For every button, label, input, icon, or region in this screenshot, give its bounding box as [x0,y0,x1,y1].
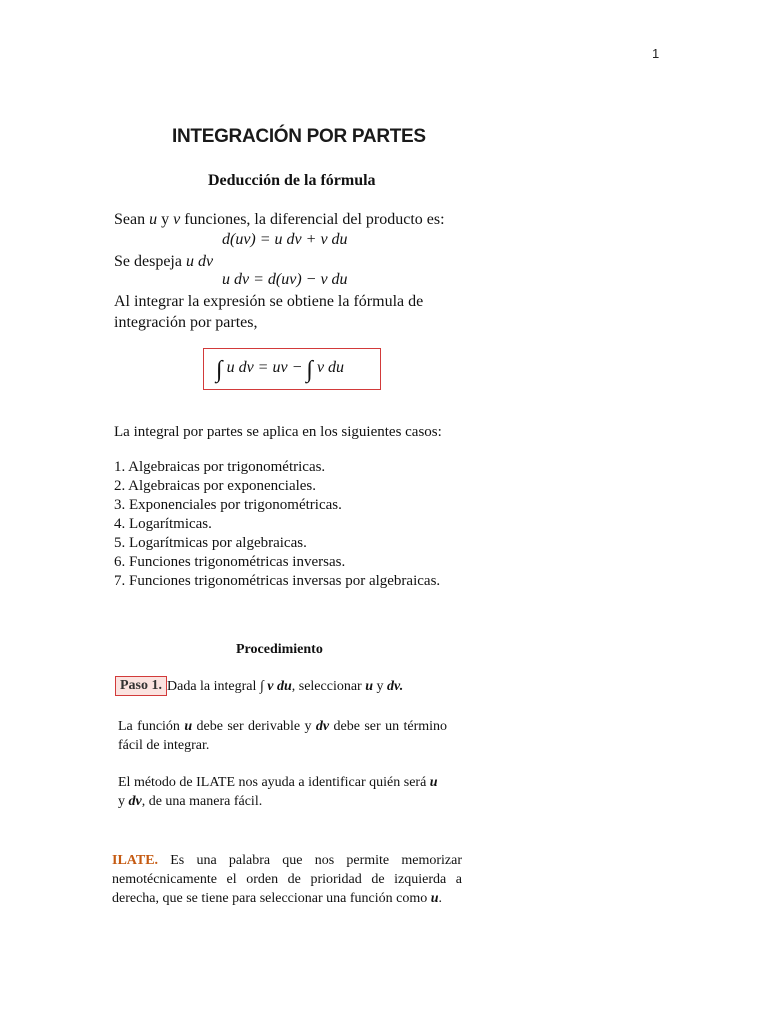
integration-by-parts-formula [216,357,344,384]
boxed-formula [203,348,381,390]
list-item: 4. Logarítmicas. [114,516,212,532]
cases-list [114,458,440,591]
paragraph-ilate-method: El método de ILATE nos ayuda a identificar quién será u y dv, de una manera fácil. [118,775,438,809]
paragraph-ilate-definition: ILATE. Es una palabra que nos permite memorizar nemotécnicamente el orden de prioridad de izquierda a derecha, que se tiene para seleccionar una función como u. [112,853,462,906]
list-item: 7. Funciones trigonométricas inversas por algebraicas. [114,573,441,589]
integral-sign: ∫ [216,357,223,383]
list-item: 6. Funciones trigonométricas inversas. [114,554,346,570]
intro-line-1: Sean u y v funciones, la diferencial del producto es: [114,211,445,228]
formula-right: v du [316,359,345,376]
intro-line-3: Al integrar la expresión se obtiene la fórmula de [114,293,424,310]
document-title: INTEGRACIÓN POR PARTES [172,126,426,147]
intro-line-4: integración por partes, [114,314,258,331]
paragraph-u-dv-requirements: La función u debe ser derivable y dv debe ser un término fácil de integrar. [118,719,448,753]
formula-left: u dv = uv − [226,359,303,376]
page-number: 1 [652,46,660,61]
procedure-heading: Procedimiento [236,642,323,657]
ilate-keyword: ILATE. [112,853,159,868]
integral-sign: ∫ [306,357,313,383]
list-item: 2. Algebraicas por exponenciales. [114,478,317,494]
step-1-text: Dada la integral ∫ v du, seleccionar u y dv. [167,679,404,694]
cases-intro: La integral por partes se aplica en los siguientes casos: [114,424,442,440]
list-item: 1. Algebraicas por trigonométricas. [114,459,326,475]
formula-isolate-udv: u dv = d(uv) − v du [222,271,348,288]
list-item: 3. Exponenciales por trigonométricas. [114,497,342,513]
list-item: 5. Logarítmicas por algebraicas. [114,535,307,551]
section-heading-derivation: Deducción de la fórmula [208,172,376,189]
step-1-badge: Paso 1. [115,676,167,696]
intro-line-2: Se despeja u dv [114,253,214,270]
formula-product-differential: d(uv) = u dv + v du [222,231,348,248]
